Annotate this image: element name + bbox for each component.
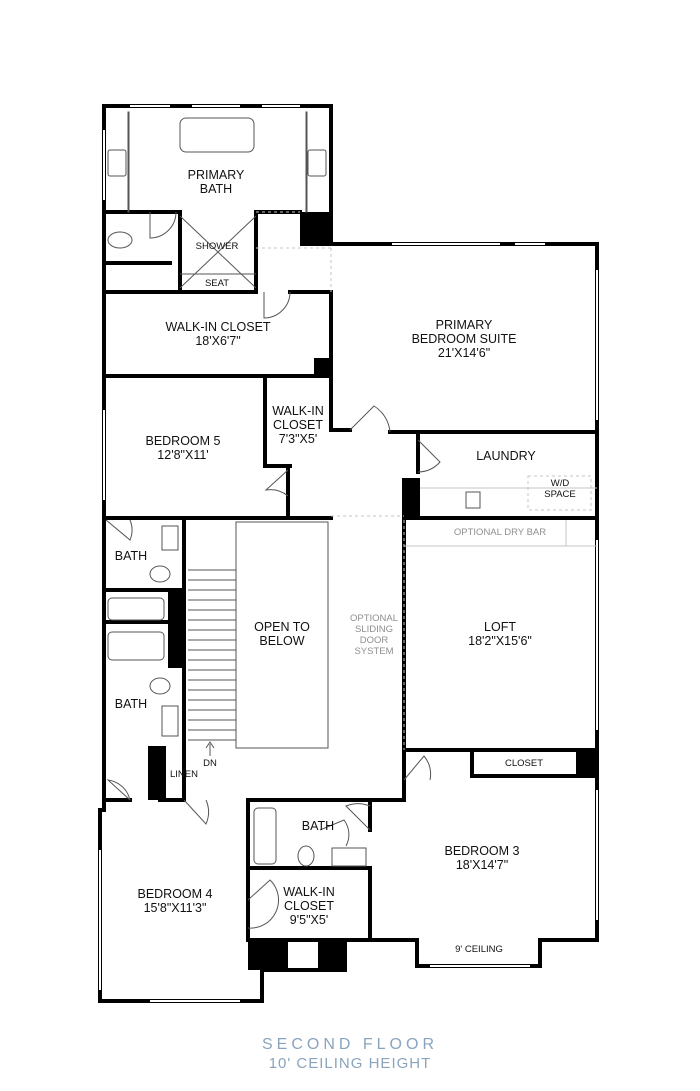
sink <box>108 150 126 176</box>
sliding-door-line2: SLIDING <box>354 624 393 635</box>
wall-block <box>148 746 166 800</box>
loft-left-wall <box>248 520 404 868</box>
door-swing <box>150 212 176 238</box>
linen-label: LINEN <box>170 769 198 780</box>
laundry-sink <box>466 492 480 508</box>
door-swing <box>266 470 288 496</box>
walkin-closet-main-label <box>150 320 286 348</box>
bedroom4-label <box>120 887 230 915</box>
dn-label: DN <box>203 758 217 769</box>
wd-space-line1: W/D <box>550 478 570 489</box>
open-to-below-label <box>240 620 324 648</box>
door-swing <box>106 520 132 540</box>
bedroom5-label <box>128 434 238 462</box>
primary-suite-line1: PRIMARY <box>435 318 493 332</box>
door-swing <box>350 406 390 432</box>
tub <box>108 632 164 660</box>
walkin-closet-small-line2: CLOSET <box>272 418 323 432</box>
closet-label: CLOSET <box>504 758 543 769</box>
wd-space-line2: SPACE <box>544 489 576 500</box>
vanity <box>332 848 366 866</box>
open-to-below-line2: BELOW <box>259 634 305 648</box>
bath-upper-label: BATH <box>114 549 148 563</box>
seat-label: SEAT <box>204 278 230 289</box>
walkin-closet-main-name: WALK-IN CLOSET <box>165 320 271 334</box>
vanity <box>162 706 178 736</box>
bedroom3-name: BEDROOM 3 <box>444 844 520 858</box>
door-swing <box>264 292 290 318</box>
tub <box>108 598 164 620</box>
sliding-door-line3: DOOR <box>359 635 389 646</box>
wall-block <box>168 588 184 668</box>
loft-size: 18'2"X15'6" <box>468 634 532 648</box>
shower-label: SHOWER <box>195 241 239 252</box>
vanity <box>162 526 178 550</box>
walkin-closet-small-label <box>266 404 330 446</box>
primary-suite-size: 21'X14'6" <box>437 346 491 360</box>
sliding-door-line1: OPTIONAL <box>349 613 399 624</box>
open-to-below-line1: OPEN TO <box>254 620 310 634</box>
suite-wall <box>331 380 350 430</box>
ceiling9-label: 9' CEILING <box>455 944 503 955</box>
toilet <box>298 846 314 866</box>
bath-lower-label: BATH <box>114 697 148 711</box>
primary-suite-line2: BEDROOM SUITE <box>411 332 517 346</box>
primary-bath-line2: BATH <box>199 182 233 196</box>
door-swing <box>404 756 431 780</box>
laundry-label: LAUNDRY <box>476 449 536 463</box>
loft-label <box>450 620 550 648</box>
bedroom5-name: BEDROOM 5 <box>145 434 221 448</box>
bedroom5-bottom-wall <box>104 470 288 518</box>
walkin-closet-b4-size: 9'5"X5' <box>289 913 329 927</box>
bedroom3-size: 18'X14'7" <box>455 858 509 872</box>
door-swing <box>108 780 130 800</box>
primary-suite-label <box>394 318 534 360</box>
walkin-closet-small-size: 7'3"X5' <box>278 432 318 446</box>
wall-block <box>318 940 345 970</box>
sliding-door-line4: SYSTEM <box>354 646 394 657</box>
bath-center-label: BATH <box>301 819 335 833</box>
bedroom4-size: 15'8"X11'3" <box>143 901 207 915</box>
wall-block <box>402 478 420 518</box>
bedroom4-name: BEDROOM 4 <box>137 887 213 901</box>
walkin-closet-small-line1: WALK-IN <box>272 404 324 418</box>
toilet <box>150 566 170 582</box>
wall-block <box>576 750 597 778</box>
loft-name: LOFT <box>484 620 516 634</box>
bedroom3-label <box>430 844 534 872</box>
primary-bath-line1: PRIMARY <box>187 168 245 182</box>
toilet <box>108 232 132 248</box>
sliding-door-label <box>342 613 406 657</box>
counter-line <box>306 112 307 212</box>
sink <box>308 150 326 176</box>
floor-subtitle: 10' CEILING HEIGHT <box>268 1055 432 1072</box>
counter-line <box>128 112 129 212</box>
walkin-closet-b4-line1: WALK-IN <box>283 885 335 899</box>
wall-block <box>300 212 331 246</box>
wd-space-label <box>530 478 590 500</box>
door-swing <box>418 440 440 472</box>
toilet <box>150 678 170 694</box>
tub <box>254 808 276 864</box>
optional-dry-bar-label: OPTIONAL DRY BAR <box>453 527 547 538</box>
wall-block <box>248 940 288 970</box>
primary-bath-label <box>166 168 266 196</box>
walkin-closet-main-size: 18'X6'7" <box>195 334 241 348</box>
bedroom5-size: 12'8"X11' <box>157 448 209 462</box>
door-swing <box>184 800 209 824</box>
wall-block <box>314 358 331 376</box>
walkin-closet-b4-line2: CLOSET <box>283 899 334 913</box>
walkin-closet-b4-label <box>268 885 350 927</box>
tub <box>180 118 254 152</box>
floor-title: SECOND FLOOR <box>261 1036 438 1053</box>
